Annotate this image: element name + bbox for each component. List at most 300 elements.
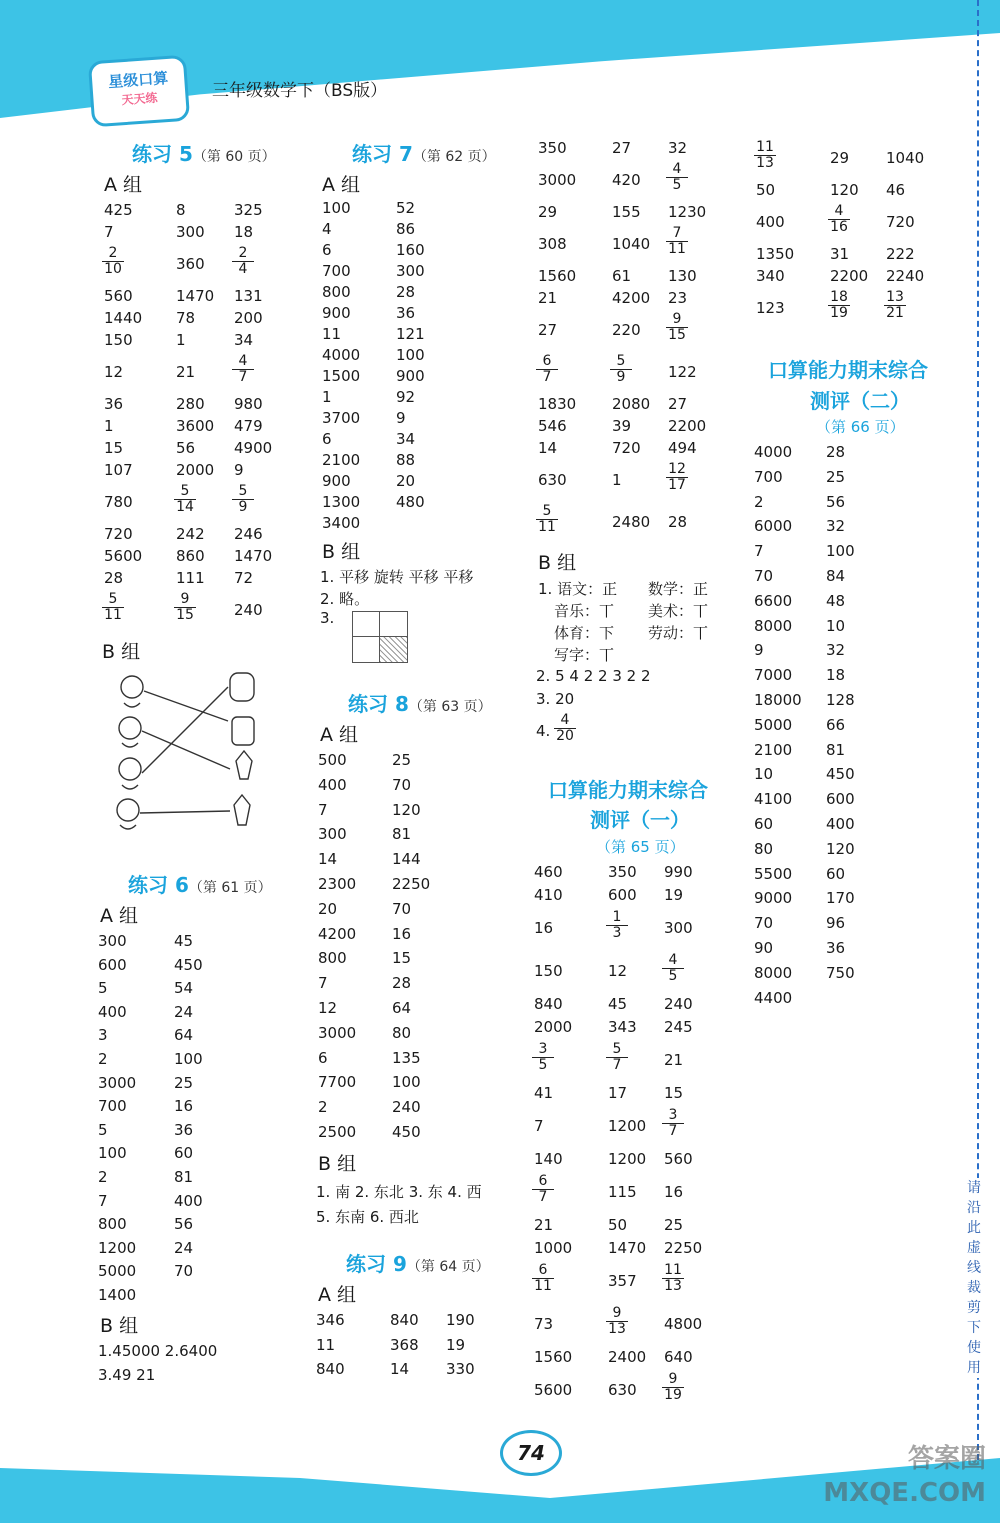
child-head-icon bbox=[121, 676, 143, 698]
denominator: 5 bbox=[538, 1057, 548, 1073]
answer-value: 1 bbox=[612, 471, 622, 489]
answer-value: 240 bbox=[664, 995, 693, 1013]
answer-value: 70 bbox=[392, 775, 412, 794]
book-logo bbox=[88, 55, 190, 128]
answer-value: 81 bbox=[174, 1168, 194, 1186]
denominator: 21 bbox=[886, 305, 904, 321]
denominator: 7 bbox=[668, 1123, 678, 1139]
answer-value: 16 bbox=[534, 919, 554, 937]
answer-value: 155 bbox=[612, 203, 641, 221]
group-b-answer: 1. 平移 旋转 平移 平移 bbox=[320, 568, 474, 586]
page-ref: （第 60 页） bbox=[192, 149, 276, 165]
answer-value: 12 bbox=[318, 999, 338, 1017]
test-title-1-sub: 测评（一） bbox=[590, 808, 690, 832]
section-title-text: 练习 6 bbox=[128, 873, 189, 897]
group-b-answer: 1.45000 2.6400 bbox=[98, 1342, 218, 1360]
answer-value: 990 bbox=[664, 863, 693, 881]
answer-value: 4900 bbox=[234, 439, 273, 457]
answer-value: 980 bbox=[234, 395, 263, 413]
answer-value: 72 bbox=[234, 569, 254, 587]
answer-value: 560 bbox=[104, 287, 133, 305]
answer-value: 46 bbox=[886, 181, 906, 199]
answer-value: 21 bbox=[534, 1216, 554, 1234]
logo-line1: 星级口算 bbox=[107, 68, 169, 92]
answer-value: 6600 bbox=[754, 591, 793, 610]
answer-value: 343 bbox=[608, 1018, 637, 1036]
numerator: 11 bbox=[754, 140, 776, 156]
answer-value: 50 bbox=[756, 181, 776, 199]
answer-value: 3000 bbox=[98, 1073, 137, 1092]
answer-value: 720 bbox=[104, 525, 133, 543]
answer-value: 1440 bbox=[104, 309, 143, 327]
child-head-icon bbox=[119, 717, 141, 739]
answer-value: 1350 bbox=[756, 245, 795, 263]
answer-value: 800 bbox=[318, 949, 347, 968]
denominator: 5 bbox=[672, 177, 682, 193]
answer-value: 25 bbox=[826, 467, 846, 486]
answer-value: 2200 bbox=[668, 417, 707, 435]
answer-value: 4000 bbox=[322, 346, 361, 364]
numerator: 12 bbox=[666, 462, 688, 478]
answer-value: 2080 bbox=[612, 395, 651, 413]
numerator: 4 bbox=[662, 953, 684, 969]
numerator: 5 bbox=[102, 592, 124, 608]
answer-value: 425 bbox=[104, 201, 133, 219]
fraction-answer bbox=[666, 462, 688, 493]
answer-value: 1470 bbox=[176, 287, 215, 305]
clothes-icon bbox=[234, 795, 250, 825]
answer-value: 280 bbox=[176, 395, 205, 413]
answer-value: 1040 bbox=[612, 235, 651, 253]
denominator: 17 bbox=[668, 477, 686, 493]
answer-value: 39 bbox=[612, 417, 632, 435]
denominator: 19 bbox=[664, 1387, 682, 1403]
answer-value: 122 bbox=[668, 363, 697, 381]
answer-value: 400 bbox=[756, 213, 785, 231]
answer-value: 5 bbox=[98, 1120, 108, 1139]
answer-value: 222 bbox=[886, 245, 915, 263]
answer-value: 1200 bbox=[98, 1238, 137, 1257]
answer-value: 78 bbox=[176, 309, 196, 327]
test-title-2-sub: 测评（二） bbox=[810, 389, 910, 413]
answer-value: 81 bbox=[392, 825, 412, 844]
answer-value: 400 bbox=[174, 1191, 203, 1210]
numerator: 6 bbox=[536, 354, 558, 370]
child-body-icon bbox=[122, 743, 138, 747]
section-title-text: 练习 9 bbox=[346, 1252, 407, 1276]
answer-value: 11 bbox=[316, 1335, 336, 1354]
answer-value: 300 bbox=[176, 223, 205, 241]
denominator: 5 bbox=[668, 968, 678, 984]
section-title-ex8 bbox=[348, 688, 492, 717]
answer-value: 111 bbox=[176, 569, 205, 587]
numerator: 5 bbox=[536, 504, 558, 520]
answer-value: 5000 bbox=[98, 1262, 137, 1281]
answer-value: 7 bbox=[754, 542, 764, 561]
answer-value: 84 bbox=[826, 567, 846, 585]
answer-value: 400 bbox=[98, 1002, 127, 1021]
answer-value: 1 bbox=[322, 388, 332, 406]
answer-value: 860 bbox=[176, 547, 205, 565]
page-ref: （第 66 页） bbox=[816, 418, 905, 436]
square-grid-figure bbox=[352, 611, 408, 663]
page-ref: （第 61 页） bbox=[188, 880, 272, 896]
answer-value: 410 bbox=[534, 886, 563, 904]
answer-value: 7 bbox=[318, 974, 328, 993]
answer-value: 800 bbox=[322, 283, 351, 301]
fraction-answer bbox=[606, 910, 628, 941]
answer-value: 29 bbox=[538, 203, 558, 221]
numerator: 4 bbox=[232, 354, 254, 370]
answer-value: 2 bbox=[98, 1050, 108, 1068]
answer-value: 120 bbox=[392, 800, 421, 819]
answer-value: 1470 bbox=[608, 1239, 647, 1257]
numerator: 9 bbox=[662, 1372, 684, 1388]
answer-value: 420 bbox=[612, 171, 641, 189]
answer-value: 31 bbox=[830, 245, 850, 263]
fraction-answer bbox=[536, 504, 558, 535]
numerator: 3 bbox=[532, 1042, 554, 1058]
book-title: 三年级数学下（BS版） bbox=[212, 81, 388, 101]
answer-value: 560 bbox=[664, 1150, 693, 1168]
answer-value: 8000 bbox=[754, 616, 793, 635]
answer-value: 36 bbox=[826, 939, 846, 957]
fraction-answer bbox=[828, 290, 850, 321]
denominator: 4 bbox=[238, 261, 248, 277]
answer-value: 3400 bbox=[322, 514, 361, 532]
denominator: 13 bbox=[756, 155, 774, 171]
group-b-answer: 2. 5 4 2 2 3 2 2 bbox=[536, 667, 651, 685]
answer-value: 8000 bbox=[754, 963, 793, 982]
numerator: 4 bbox=[554, 713, 576, 729]
fraction-answer bbox=[536, 354, 558, 385]
answer-value: 2400 bbox=[608, 1348, 647, 1366]
answer-value: 100 bbox=[396, 346, 425, 364]
fraction-answer bbox=[232, 354, 254, 385]
answer-value: 840 bbox=[390, 1311, 419, 1329]
answer-value: 300 bbox=[396, 262, 425, 280]
answer-value: 3 bbox=[98, 1026, 108, 1045]
fraction-answer bbox=[532, 1042, 554, 1073]
answer-value: 120 bbox=[826, 839, 855, 858]
numerator: 11 bbox=[662, 1263, 684, 1279]
answer-value: 7 bbox=[534, 1117, 544, 1135]
denominator: 3 bbox=[612, 925, 622, 941]
answer-value: 24 bbox=[174, 1002, 194, 1021]
answer-value: 16 bbox=[174, 1097, 194, 1116]
answer-value: 28 bbox=[392, 974, 412, 993]
shaded-cell bbox=[380, 637, 407, 662]
subject-tally: 美术：丅 bbox=[648, 602, 709, 620]
answer-value: 45 bbox=[174, 932, 194, 950]
answer-value: 100 bbox=[392, 1073, 421, 1092]
subject-tally: 劳动：丅 bbox=[648, 624, 709, 642]
answer-value: 2000 bbox=[176, 461, 215, 479]
answer-value: 20 bbox=[396, 472, 416, 490]
answer-value: 4100 bbox=[754, 790, 793, 809]
numerator: 5 bbox=[232, 484, 254, 500]
answer-value: 480 bbox=[396, 493, 425, 511]
denominator: 7 bbox=[542, 369, 552, 385]
fraction-answer bbox=[884, 290, 906, 321]
denominator: 11 bbox=[668, 241, 686, 257]
answer-value: 1500 bbox=[322, 367, 361, 385]
section-title-text: 练习 7 bbox=[352, 142, 413, 166]
fraction-answer bbox=[532, 1263, 554, 1294]
answer-value: 100 bbox=[98, 1144, 127, 1163]
answer-value: 28 bbox=[826, 443, 846, 461]
answer-value: 900 bbox=[322, 304, 351, 322]
denominator: 9 bbox=[238, 499, 248, 515]
answer-value: 1200 bbox=[608, 1117, 647, 1135]
answer-value: 340 bbox=[756, 267, 785, 285]
answer-value: 325 bbox=[234, 201, 263, 219]
answer-value: 25 bbox=[392, 751, 412, 769]
answer-value: 720 bbox=[612, 439, 641, 457]
answer-value: 54 bbox=[174, 979, 194, 998]
answer-value: 460 bbox=[534, 863, 563, 881]
numerator: 9 bbox=[666, 312, 688, 328]
answer-value: 630 bbox=[608, 1381, 637, 1399]
answer-value: 1200 bbox=[608, 1150, 647, 1168]
answer-value: 86 bbox=[396, 220, 416, 238]
answer-value: 34 bbox=[396, 430, 416, 448]
answer-value: 5600 bbox=[534, 1381, 573, 1399]
answer-value: 6000 bbox=[754, 517, 793, 536]
answer-value: 11 bbox=[322, 325, 342, 343]
fraction-answer bbox=[662, 1108, 684, 1139]
denominator: 9 bbox=[616, 369, 626, 385]
answer-value: 350 bbox=[538, 139, 567, 157]
numerator: 6 bbox=[532, 1263, 554, 1279]
answer-value: 450 bbox=[826, 765, 855, 784]
answer-value: 56 bbox=[176, 439, 196, 457]
watermark-line1: 答案圈 bbox=[907, 1444, 986, 1474]
denominator: 11 bbox=[538, 519, 556, 535]
answer-value: 19 bbox=[446, 1335, 466, 1354]
answer-value: 19 bbox=[664, 886, 684, 904]
answer-value: 17 bbox=[608, 1084, 628, 1102]
answer-value: 14 bbox=[538, 439, 558, 457]
answer-value: 494 bbox=[668, 439, 697, 457]
child-head-icon bbox=[117, 799, 139, 821]
answer-value: 27 bbox=[538, 321, 558, 339]
answer-value: 28 bbox=[104, 569, 124, 587]
answer-value: 630 bbox=[538, 471, 567, 489]
answer-value: 21 bbox=[538, 289, 558, 307]
page-ref: （第 64 页） bbox=[406, 1259, 490, 1275]
answer-value: 2250 bbox=[392, 875, 431, 893]
numerator: 5 bbox=[610, 354, 632, 370]
answer-value: 70 bbox=[754, 914, 774, 933]
fraction-answer bbox=[666, 162, 688, 193]
answer-value: 8 bbox=[176, 201, 186, 219]
answer-value: 3000 bbox=[318, 1023, 357, 1042]
logo-line2: 天天练 bbox=[121, 90, 159, 108]
group-b-answer: 3.49 21 bbox=[98, 1366, 156, 1384]
subject-tally: 1. 语文：正 bbox=[538, 580, 618, 598]
answer-value: 61 bbox=[612, 267, 632, 285]
answer-value: 10 bbox=[754, 765, 774, 784]
group-b-heading: B 组 bbox=[102, 641, 141, 663]
answer-value: 4800 bbox=[664, 1315, 703, 1333]
answer-value: 1560 bbox=[534, 1348, 573, 1366]
fraction-answer bbox=[666, 312, 688, 343]
answer-value: 4 bbox=[322, 220, 332, 238]
answer-value: 1040 bbox=[886, 149, 925, 167]
answer-value: 80 bbox=[754, 839, 774, 858]
answer-value: 1560 bbox=[538, 267, 577, 285]
answer-value: 18 bbox=[826, 666, 846, 685]
group-b-heading: B 组 bbox=[100, 1315, 139, 1337]
fraction-answer bbox=[102, 592, 124, 623]
answer-value: 64 bbox=[392, 999, 412, 1017]
answer-value: 245 bbox=[664, 1018, 693, 1036]
answer-value: 4200 bbox=[318, 924, 357, 943]
answer-value: 2300 bbox=[318, 875, 357, 893]
page-number: 74 bbox=[500, 1430, 562, 1476]
fraction-answer bbox=[662, 1263, 684, 1294]
answer-value: 70 bbox=[754, 567, 774, 585]
answer-value: 16 bbox=[664, 1183, 684, 1201]
page-ref: （第 65 页） bbox=[596, 838, 685, 856]
group-b-answer: 2. 略。 bbox=[320, 590, 370, 608]
answer-value: 1 bbox=[104, 417, 114, 435]
answer-value: 160 bbox=[396, 241, 425, 259]
group-a-heading: A 组 bbox=[104, 174, 143, 196]
answer-value: 4400 bbox=[754, 988, 793, 1007]
group-b-answer: 3. 20 bbox=[536, 690, 575, 708]
answer-value: 450 bbox=[392, 1123, 421, 1141]
answer-value: 190 bbox=[446, 1311, 475, 1329]
child-body-icon bbox=[122, 785, 138, 789]
answer-value: 10 bbox=[826, 616, 846, 635]
fraction-answer bbox=[754, 140, 776, 171]
answer-value: 400 bbox=[826, 815, 855, 833]
group-b-heading: B 组 bbox=[322, 541, 361, 563]
answer-value: 700 bbox=[98, 1097, 127, 1116]
group-b-answer: 4. bbox=[536, 722, 551, 740]
answer-value: 56 bbox=[174, 1215, 194, 1234]
answer-value: 7 bbox=[104, 223, 114, 241]
subject-tally: 音乐：丅 bbox=[554, 602, 615, 620]
answer-value: 121 bbox=[396, 325, 425, 343]
numerator: 7 bbox=[666, 226, 688, 242]
answer-value: 346 bbox=[316, 1311, 345, 1329]
answer-value: 220 bbox=[612, 321, 641, 339]
answer-value: 20 bbox=[318, 899, 338, 918]
answer-value: 2500 bbox=[318, 1123, 357, 1141]
answer-value: 120 bbox=[830, 181, 859, 199]
answer-value: 100 bbox=[322, 199, 351, 217]
answer-value: 21 bbox=[664, 1051, 684, 1069]
denominator: 7 bbox=[538, 1189, 548, 1205]
answer-value: 81 bbox=[826, 740, 846, 759]
answer-value: 1300 bbox=[322, 493, 361, 511]
fraction-answer bbox=[232, 246, 254, 277]
denominator: 11 bbox=[534, 1278, 552, 1294]
answer-value: 1830 bbox=[538, 395, 577, 413]
child-body-icon bbox=[120, 825, 136, 829]
group-a-heading: A 组 bbox=[322, 174, 361, 196]
match-line bbox=[140, 811, 230, 813]
answer-value: 2 bbox=[98, 1168, 108, 1186]
fraction-answer bbox=[610, 354, 632, 385]
denominator: 13 bbox=[664, 1278, 682, 1294]
answer-value: 36 bbox=[104, 395, 124, 413]
answer-value: 840 bbox=[316, 1360, 345, 1378]
answer-value: 1 bbox=[176, 331, 186, 349]
answer-value: 400 bbox=[318, 775, 347, 794]
answer-value: 368 bbox=[390, 1335, 419, 1354]
answer-value: 246 bbox=[234, 525, 263, 543]
answer-value: 700 bbox=[322, 262, 351, 280]
answer-value: 45 bbox=[608, 995, 628, 1013]
answer-value: 5600 bbox=[104, 547, 143, 565]
denominator: 10 bbox=[104, 261, 122, 277]
denominator: 11 bbox=[104, 607, 122, 623]
subject-tally: 体育：下 bbox=[554, 624, 615, 642]
answer-value: 7 bbox=[98, 1191, 108, 1210]
section-title-ex9 bbox=[346, 1248, 490, 1277]
watermark bbox=[818, 1442, 986, 1510]
answer-value: 300 bbox=[98, 932, 127, 950]
answer-value: 200 bbox=[234, 309, 263, 327]
group-b-heading: B 组 bbox=[318, 1153, 357, 1175]
fraction-answer bbox=[828, 204, 850, 235]
answer-value: 4000 bbox=[754, 443, 793, 461]
answer-value: 27 bbox=[612, 139, 632, 157]
denominator: 15 bbox=[668, 327, 686, 343]
answer-value: 240 bbox=[392, 1098, 421, 1117]
denominator: 14 bbox=[176, 499, 194, 515]
answer-value: 350 bbox=[608, 863, 637, 881]
answer-value: 56 bbox=[826, 492, 846, 511]
section-title-ex7 bbox=[352, 138, 496, 167]
answer-value: 240 bbox=[234, 601, 263, 619]
answer-value: 34 bbox=[234, 331, 254, 349]
answer-value: 9 bbox=[754, 641, 764, 660]
answer-value: 546 bbox=[538, 417, 567, 435]
answer-value: 780 bbox=[104, 493, 133, 511]
answer-value: 28 bbox=[668, 513, 688, 531]
answer-value: 2480 bbox=[612, 513, 651, 531]
answer-value: 28 bbox=[396, 283, 416, 301]
child-head-icon bbox=[119, 758, 141, 780]
answer-value: 12 bbox=[608, 962, 628, 980]
answer-value: 2240 bbox=[886, 267, 925, 285]
child-body-icon bbox=[124, 703, 140, 707]
denominator: 19 bbox=[830, 305, 848, 321]
fraction-answer bbox=[174, 592, 196, 623]
fraction-answer bbox=[606, 1306, 628, 1337]
group-b-heading: B 组 bbox=[538, 552, 577, 574]
numerator: 13 bbox=[884, 290, 906, 306]
answer-value: 4200 bbox=[612, 289, 651, 307]
answer-value: 2200 bbox=[830, 267, 869, 285]
answer-value: 7000 bbox=[754, 666, 793, 685]
answer-value: 3000 bbox=[538, 171, 577, 189]
answer-value: 2 bbox=[318, 1098, 328, 1117]
answer-value: 29 bbox=[830, 149, 850, 167]
answer-value: 24 bbox=[174, 1238, 194, 1257]
answer-value: 242 bbox=[176, 525, 205, 543]
answer-value: 600 bbox=[608, 886, 637, 904]
answer-value: 300 bbox=[318, 825, 347, 844]
answer-value: 450 bbox=[174, 955, 203, 974]
fraction-answer bbox=[666, 226, 688, 257]
answer-value: 5 bbox=[98, 979, 108, 998]
